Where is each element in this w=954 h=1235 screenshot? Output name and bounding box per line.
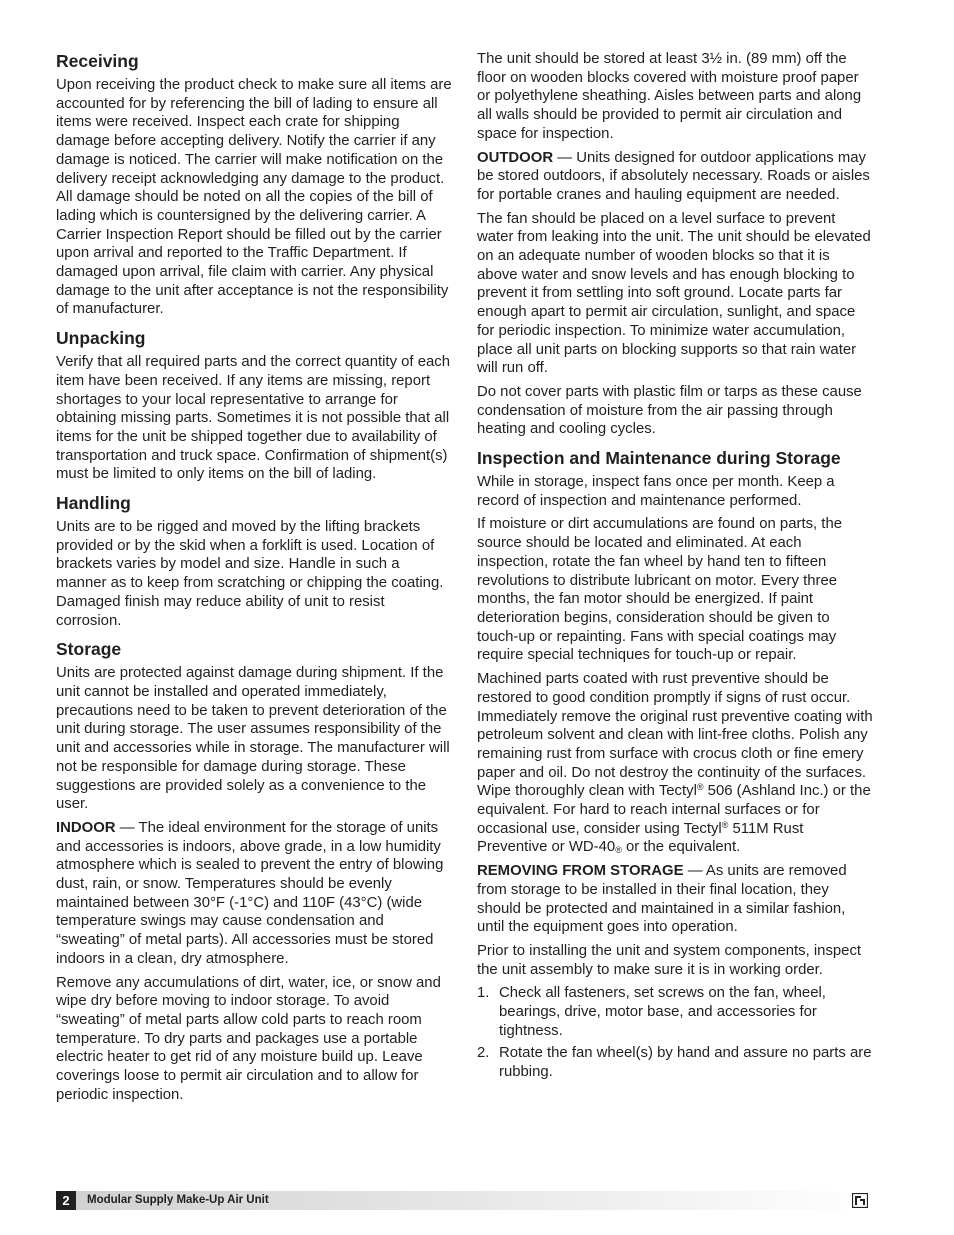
registered-mark: ®	[721, 819, 729, 830]
inspection-heading: Inspection and Maintenance during Storage	[477, 448, 841, 469]
receiving-text: Upon receiving the product check to make sure all items are accounted for by referencing the bill of lading to ensure all items were received. Inspect each crate for shipping damage before accepting delivery. Notify the carrier if any damage is noticed. The carrier will make notification on the delivery receipt acknowledging any damage to the product. All damage should be noted on all the copies of the bill of lading which is countersigned by the delivering carrier. A Carrier Inspection Report should be filled out by the carrier upon arrival and reported to the Traffic Department. If damaged upon arrival, file claim with carrier. Any physical damage to the unit after acceptance is not the responsibility of manufacturer.	[56, 77, 452, 318]
inspection-p2: If moisture or dirt accumulations are found on parts, the source should be located and eliminated. At each inspection, rotate the fan wheel by hand ten to fifteen revolutions to distribute lubricant on motor. Every three months, the fan motor should be energized. If paint deterioration begins, consideration should be given to touch-up or repainting. Fans with special coatings may require special techniques for touch-up or repair.	[477, 516, 843, 664]
list-item	[477, 1044, 873, 1081]
rust-text-c: 511M Rust Preventive or WD-40	[477, 820, 804, 856]
receiving-heading: Receiving	[56, 51, 139, 71]
indoor-paragraph	[56, 819, 452, 969]
rust-text-d: or the equivalent.	[621, 839, 741, 856]
storage-heading: Storage	[56, 639, 122, 660]
document-title: Modular Supply Make-Up Air Unit	[87, 1194, 269, 1206]
list-item	[477, 984, 873, 1040]
remove-paragraph: Remove any accumulations of dirt, water, ice, or snow and wipe dry before moving to indoor storage. To avoid “sweating” of metal parts allow cold parts to reach room temperature. To dry parts and packages use a portable electric heater to get rid of any moisture build up. Leave coverings loose to permit air circulation and to allow for periodic inspection.	[56, 974, 441, 1103]
unpacking-heading: Unpacking	[56, 328, 146, 349]
removing-paragraph	[477, 862, 873, 937]
outdoor-text: — Units designed for outdoor applications may be stored outdoors, if absolutely necessary. Roads or aisles for portable cranes and hauling equipment are needed.	[477, 149, 870, 203]
handling-heading: Handling	[56, 493, 131, 514]
no-cover-paragraph: Do not cover parts with plastic film or tarps as these cause condensation of moisture from the air passing through heating and cooling cycles.	[477, 383, 862, 438]
right-column	[477, 50, 873, 1086]
steps-list	[477, 984, 873, 1082]
list-text: Rotate the fan wheel(s) by hand and assure no parts are rubbing.	[499, 1045, 872, 1081]
unpacking-text: Verify that all required parts and the correct quantity of each item have been received. If any items are missing, report shortages to your local representative to arrange for obtaining missing parts. Sometimes it is not possible that all items for the unit be shipped together due to availability of transportation and truck space. Confirmation of shipment(s) must be limited to only items on the bill of lading.	[56, 354, 450, 483]
removing-text: — As units are removed from storage to be installed in their final location, they should be protected and maintained in a similar fashion, until the equipment goes into operation.	[477, 863, 847, 936]
handling-text: Units are to be rigged and moved by the lifting brackets provided or by the skid when a forklift is used. Location of brackets varies by model and size. Handle in such a manner as to keep from scratching or chipping the coating. Damaged finish may reduce ability of unit to resist corrosion.	[56, 519, 444, 629]
outdoor-label: OUTDOOR	[477, 149, 554, 166]
rust-text-b: 506 (Ashland Inc.) or the equivalent. For hard to reach internal surfaces or for occasional use, consider using Tectyl	[477, 783, 871, 837]
left-column	[56, 50, 452, 1109]
removing-label: REMOVING FROM STORAGE	[477, 863, 684, 880]
fan-level-paragraph: The fan should be placed on a level surface to prevent water from leaking into the unit. The unit should be elevated on an adequate number of wooden blocks so that it is above water and snow levels and has enough blocking to prevent it from settling into soft ground. Locate parts far enough apart to permit air circulation, sunlight, and space for periodic inspection. To minimize water accumulation, place all unit parts on blocking supports so that rain water will run off.	[477, 210, 871, 377]
registered-mark: ®	[615, 845, 622, 856]
rust-paragraph	[477, 670, 873, 857]
outdoor-paragraph	[477, 149, 873, 205]
stored-paragraph: The unit should be stored at least 3½ in. (89 mm) off the floor on wooden blocks covered with moisture proof paper or polyethylene sheathing. Aisles between parts and along all walls should be provided to permit air circulation and space for inspection.	[477, 51, 862, 142]
registered-mark: ®	[696, 782, 704, 793]
rust-text-a: Machined parts coated with rust preventive should be restored to good condition promptly if signs of rust occur. Immediately remove the original rust preventive coating with petroleum solvent and clean with lint-free cloths. Polish any remaining rust from surface with crocus cloth or fine emery paper and oil. Do not destroy the continuity of the surfaces. Wipe thoroughly clean with Tectyl	[477, 671, 873, 800]
indoor-text: — The ideal environment for the storage of units and accessories is indoors, above grade, in a low humidity atmosphere which is sealed to prevent the entry of blowing dust, rain, or snow. Temperatures should be evenly maintained between 30°F (-1°C) and 110F (43°C) (wide temperature swings may cause condensation and “sweating” of metal parts). All accessories must be stored indoors in a clean, dry atmosphere.	[56, 819, 444, 967]
prior-paragraph: Prior to installing the unit and system components, inspect the unit assembly to make sure it is in working order.	[477, 942, 862, 978]
storage-text: Units are protected against damage during shipment. If the unit cannot be installed and operated immediately, precautions need to be taken to prevent deterioration of the unit during storage. The user assumes responsibility of the unit and accessories while in storage. The manufacturer will not be responsible for damage during storage. These suggestions are provided solely as a convenience to the user.	[56, 665, 450, 813]
page-footer	[56, 1191, 874, 1210]
indoor-label: INDOOR	[56, 819, 116, 836]
page-number: 2	[56, 1191, 76, 1210]
list-number: 1.	[477, 985, 490, 1002]
list-text: Check all fasteners, set screws on the fan, wheel, bearings, drive, motor base, and accessories for tightness.	[499, 985, 826, 1039]
inspection-p1: While in storage, inspect fans once per month. Keep a record of inspection and maintenance performed.	[477, 474, 835, 509]
company-logo-icon	[852, 1193, 868, 1208]
list-number: 2.	[477, 1045, 490, 1062]
